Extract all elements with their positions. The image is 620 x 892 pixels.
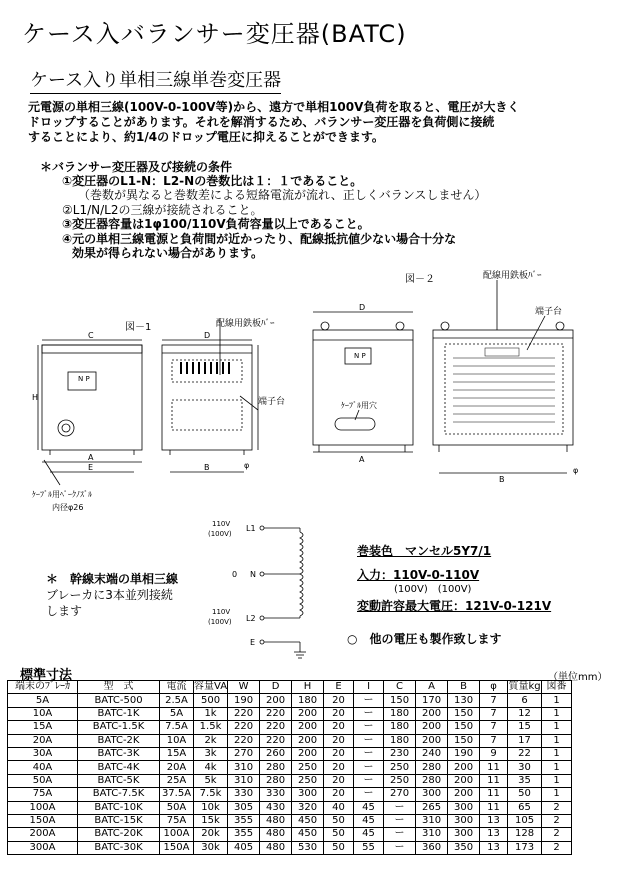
table-cell: 310 bbox=[228, 774, 260, 787]
table-cell: 15k bbox=[194, 814, 228, 827]
table-cell: 1 bbox=[542, 747, 572, 760]
table-cell: 360 bbox=[416, 841, 448, 854]
table-cell: BATC-30K bbox=[78, 841, 160, 854]
table-cell: 180 bbox=[384, 734, 416, 747]
table-cell: 250 bbox=[384, 761, 416, 774]
table-cell: 310 bbox=[416, 814, 448, 827]
figure-1-label: 図－1 bbox=[125, 322, 152, 333]
table-cell: 530 bbox=[292, 841, 324, 854]
table-cell: 200 bbox=[448, 774, 480, 787]
spec-input-sub: (100V) (100V) bbox=[394, 584, 472, 595]
table-cell: 200 bbox=[416, 734, 448, 747]
figure-2-cable-label: ｹｰﾌﾞﾙ用穴 bbox=[341, 401, 377, 410]
table-cell: 7 bbox=[480, 721, 508, 734]
table-cell: 20 bbox=[324, 747, 354, 760]
table-cell: 10A bbox=[8, 707, 78, 720]
table-cell: 1 bbox=[542, 694, 572, 707]
table-cell: 20 bbox=[324, 721, 354, 734]
table-cell: 1k bbox=[194, 707, 228, 720]
table-cell: 480 bbox=[260, 841, 292, 854]
table-cell: 2 bbox=[542, 828, 572, 841]
table-row bbox=[8, 747, 572, 760]
table-cell: 300 bbox=[448, 801, 480, 814]
table-cell: 2 bbox=[542, 841, 572, 854]
table-cell: 180 bbox=[384, 707, 416, 720]
table-cell: 2 bbox=[542, 814, 572, 827]
figure-2 bbox=[305, 268, 615, 483]
table-cell: 5A bbox=[8, 694, 78, 707]
table-cell: 200 bbox=[448, 761, 480, 774]
table-cell: 20 bbox=[324, 761, 354, 774]
table-cell: 100A bbox=[160, 828, 194, 841]
table-cell: 173 bbox=[508, 841, 542, 854]
table-cell: 230 bbox=[384, 747, 416, 760]
table-cell: 50 bbox=[324, 841, 354, 854]
table-cell: 15A bbox=[8, 721, 78, 734]
table-cell: BATC-15K bbox=[78, 814, 160, 827]
table-row bbox=[8, 707, 572, 720]
dim-c: C bbox=[88, 331, 94, 340]
table-cell: 280 bbox=[260, 761, 292, 774]
table-cell: 17 bbox=[508, 734, 542, 747]
table-cell: BATC-10K bbox=[78, 801, 160, 814]
table-cell: 5k bbox=[194, 774, 228, 787]
table-header-row bbox=[8, 681, 572, 694]
figure-2-drawing bbox=[305, 268, 615, 483]
table-cell: 15A bbox=[160, 747, 194, 760]
table-cell: 1 bbox=[542, 707, 572, 720]
table-cell: 355 bbox=[228, 828, 260, 841]
table-cell: 270 bbox=[384, 788, 416, 801]
table-cell: 1 bbox=[542, 721, 572, 734]
page-title: ケース入バランサー変圧器(BATC) bbox=[22, 20, 407, 48]
table-cell: 300 bbox=[292, 788, 324, 801]
condition-item-1: ①変圧器のL1-N：L2-Nの巻数比は１：１であること。 bbox=[62, 174, 363, 188]
table-cell: 65 bbox=[508, 801, 542, 814]
table-cell: 20 bbox=[324, 707, 354, 720]
table-cell: 10A bbox=[160, 734, 194, 747]
table-cell: BATC-2K bbox=[78, 734, 160, 747]
table-cell: 20 bbox=[324, 788, 354, 801]
table-cell: 480 bbox=[260, 828, 292, 841]
table-cell: BATC-1.5K bbox=[78, 721, 160, 734]
table-cell: ー bbox=[354, 721, 384, 734]
table-cell: 75A bbox=[160, 814, 194, 827]
table-cell: 45 bbox=[354, 801, 384, 814]
table-cell: 200 bbox=[260, 694, 292, 707]
wiring-diagram bbox=[200, 518, 320, 663]
figure-1 bbox=[30, 300, 286, 515]
table-cell: 11 bbox=[480, 761, 508, 774]
condition-item-1-note: （巻数が異なると巻数差による短絡電流が流れ、正しくバランスしません） bbox=[78, 188, 487, 202]
table-row bbox=[8, 721, 572, 734]
table-cell: 50A bbox=[8, 774, 78, 787]
table-cell: 250 bbox=[292, 774, 324, 787]
table-cell: 260 bbox=[260, 747, 292, 760]
table-cell: 200 bbox=[416, 721, 448, 734]
figure-2-terminal-label: 端子台 bbox=[535, 307, 563, 317]
table-cell: 20 bbox=[324, 774, 354, 787]
table-cell: 7 bbox=[480, 734, 508, 747]
table-cell: 11 bbox=[480, 801, 508, 814]
table-body bbox=[8, 694, 572, 855]
wiring-v-bot: 110V bbox=[212, 608, 231, 616]
table-cell: 200 bbox=[448, 788, 480, 801]
page-subtitle: ケース入り単相三線単巻変圧器 bbox=[30, 66, 281, 94]
table-cell: 180 bbox=[292, 694, 324, 707]
table-cell: 22 bbox=[508, 747, 542, 760]
table-cell: 5A bbox=[160, 707, 194, 720]
table-header-cell: E bbox=[324, 681, 354, 694]
table-cell: 270 bbox=[228, 747, 260, 760]
table-cell: 1 bbox=[542, 761, 572, 774]
table-cell: 20k bbox=[194, 828, 228, 841]
table-cell: 2k bbox=[194, 734, 228, 747]
dimension-table-grid bbox=[7, 680, 572, 855]
table-header-cell: φ bbox=[480, 681, 508, 694]
figure-1-cable-label: ｹｰﾌﾞﾙ用ﾍﾟｰｸﾉｽﾞﾙ bbox=[32, 490, 92, 499]
conditions-heading: ＊バランサー変圧器及び接続の条件 bbox=[40, 160, 233, 174]
table-cell: 20 bbox=[324, 734, 354, 747]
table-cell: 220 bbox=[228, 734, 260, 747]
table-cell: 150 bbox=[448, 721, 480, 734]
table-cell: 45 bbox=[354, 828, 384, 841]
table-cell: 1 bbox=[542, 774, 572, 787]
table-cell: 45 bbox=[354, 814, 384, 827]
table-header-cell: 電流 bbox=[160, 681, 194, 694]
table-cell: 170 bbox=[416, 694, 448, 707]
table-cell: 500 bbox=[194, 694, 228, 707]
table-cell: 220 bbox=[260, 721, 292, 734]
table-header-cell: 図番 bbox=[542, 681, 572, 694]
dimension-table bbox=[7, 680, 572, 855]
wiring-n: N bbox=[250, 570, 256, 579]
table-cell: 280 bbox=[260, 774, 292, 787]
table-cell: 13 bbox=[480, 828, 508, 841]
trunk-note-line-2: ブレーカに3本並列接続 bbox=[46, 588, 173, 602]
dim-h: H bbox=[32, 393, 39, 402]
figure-2-label: 図－２ bbox=[405, 274, 435, 285]
table-cell: 50 bbox=[324, 828, 354, 841]
figure-1-inner-dia: 内径φ26 bbox=[52, 503, 84, 512]
condition-item-4: ④元の単相三線電源と負荷間が近かったり、配線抵抗値少ない場合十分な bbox=[62, 232, 457, 246]
table-row bbox=[8, 761, 572, 774]
table-cell: ー bbox=[384, 828, 416, 841]
table-cell: ー bbox=[354, 788, 384, 801]
table-cell: 25A bbox=[160, 774, 194, 787]
condition-item-3: ③変圧器容量は1φ100/110V負荷容量以上であること。 bbox=[62, 217, 370, 231]
table-cell: 7.5A bbox=[160, 721, 194, 734]
spec-other: ○ 他の電圧も製作致します bbox=[347, 632, 502, 646]
table-row bbox=[8, 841, 572, 854]
table-cell: 350 bbox=[448, 841, 480, 854]
np-plate: N P bbox=[78, 375, 90, 383]
table-cell: 1 bbox=[542, 734, 572, 747]
dim-d: D bbox=[204, 331, 211, 340]
table-cell: 2 bbox=[542, 801, 572, 814]
table-cell: 200 bbox=[292, 747, 324, 760]
table-cell: 300 bbox=[416, 788, 448, 801]
table-cell: 200 bbox=[292, 734, 324, 747]
table-row bbox=[8, 788, 572, 801]
intro-line-3: することにより、約1/4のドロップ電圧に抑えることができます。 bbox=[28, 130, 384, 144]
table-row bbox=[8, 801, 572, 814]
fig2-dim-a: A bbox=[359, 455, 365, 464]
table-cell: 180 bbox=[384, 721, 416, 734]
table-header-cell: 容量VA bbox=[194, 681, 228, 693]
table-row bbox=[8, 774, 572, 787]
table-cell: 50A bbox=[160, 801, 194, 814]
condition-item-4-cont: 効果が得られない場合があります。 bbox=[72, 246, 264, 260]
table-cell: BATC-3K bbox=[78, 747, 160, 760]
table-cell: 355 bbox=[228, 814, 260, 827]
table-cell: 220 bbox=[228, 721, 260, 734]
table-cell: 15 bbox=[508, 721, 542, 734]
table-cell: BATC-500 bbox=[78, 694, 160, 707]
table-cell: 20A bbox=[160, 761, 194, 774]
wiring-v-top: 110V bbox=[212, 520, 231, 528]
table-cell: 190 bbox=[448, 747, 480, 760]
table-cell: BATC-5K bbox=[78, 774, 160, 787]
table-cell: 128 bbox=[508, 828, 542, 841]
table-cell: 13 bbox=[480, 841, 508, 854]
table-cell: BATC-4K bbox=[78, 761, 160, 774]
dim-b: B bbox=[204, 463, 210, 472]
spec-range: 変動許容最大電圧：121V-0-121V bbox=[357, 599, 552, 613]
table-cell: 265 bbox=[416, 801, 448, 814]
table-row bbox=[8, 814, 572, 827]
table-cell: 150 bbox=[384, 694, 416, 707]
table-cell: 220 bbox=[260, 734, 292, 747]
table-cell: 1 bbox=[542, 788, 572, 801]
table-cell: 35 bbox=[508, 774, 542, 787]
table-cell: 330 bbox=[260, 788, 292, 801]
table-cell: 7 bbox=[480, 694, 508, 707]
table-cell: 300 bbox=[448, 828, 480, 841]
table-cell: ー bbox=[354, 694, 384, 707]
table-cell: 40A bbox=[8, 761, 78, 774]
dim-phi: φ bbox=[244, 461, 250, 470]
table-cell: 11 bbox=[480, 788, 508, 801]
table-cell: 310 bbox=[416, 828, 448, 841]
table-cell: 75A bbox=[8, 788, 78, 801]
wiring-l1: L1 bbox=[246, 524, 256, 533]
spec-color: 巻装色 マンセル5Y7/1 bbox=[357, 544, 492, 558]
table-cell: 200 bbox=[292, 721, 324, 734]
wiring-v-top-alt: (100V) bbox=[208, 530, 232, 538]
table-cell: 305 bbox=[228, 801, 260, 814]
table-cell: 200 bbox=[416, 707, 448, 720]
table-cell: 450 bbox=[292, 814, 324, 827]
table-header-cell: W bbox=[228, 681, 260, 694]
table-cell: 50 bbox=[324, 814, 354, 827]
table-cell: BATC-7.5K bbox=[78, 788, 160, 801]
table-cell: 37.5A bbox=[160, 788, 194, 801]
table-cell: 150A bbox=[160, 841, 194, 854]
table-cell: ー bbox=[354, 747, 384, 760]
wiring-l2: L2 bbox=[246, 614, 256, 623]
table-cell: 150 bbox=[448, 707, 480, 720]
table-cell: ー bbox=[354, 774, 384, 787]
table-row bbox=[8, 694, 572, 707]
table-row bbox=[8, 828, 572, 841]
intro-line-2: ドロップすることがあります。それを解消するため、バランサー変圧器を負荷側に接続 bbox=[28, 115, 495, 129]
table-cell: ー bbox=[384, 801, 416, 814]
table-cell: 450 bbox=[292, 828, 324, 841]
fig2-np-plate: N P bbox=[354, 352, 366, 360]
table-cell: 320 bbox=[292, 801, 324, 814]
table-header-cell: D bbox=[260, 681, 292, 694]
figure-1-terminal-label: 端子台 bbox=[258, 397, 286, 407]
table-header-cell: I bbox=[354, 681, 384, 694]
table-header-cell: C bbox=[384, 681, 416, 694]
table-cell: 4k bbox=[194, 761, 228, 774]
figure-2-plate-label: 配線用鉄板ﾊﾞｰ bbox=[483, 271, 542, 281]
table-cell: 7 bbox=[480, 707, 508, 720]
table-cell: 130 bbox=[448, 694, 480, 707]
fig2-dim-phi: φ bbox=[573, 466, 579, 475]
table-cell: 430 bbox=[260, 801, 292, 814]
table-cell: 190 bbox=[228, 694, 260, 707]
fig2-dim-b: B bbox=[499, 475, 505, 484]
table-cell: 20 bbox=[324, 694, 354, 707]
table-cell: 280 bbox=[416, 761, 448, 774]
table-cell: 250 bbox=[292, 761, 324, 774]
table-cell: 9 bbox=[480, 747, 508, 760]
table-cell: 2.5A bbox=[160, 694, 194, 707]
table-cell: 30k bbox=[194, 841, 228, 854]
table-cell: ー bbox=[354, 734, 384, 747]
table-cell: ー bbox=[384, 841, 416, 854]
table-cell: 12 bbox=[508, 707, 542, 720]
table-heading: 標準寸法 bbox=[20, 668, 73, 683]
table-cell: 7.5k bbox=[194, 788, 228, 801]
table-cell: 220 bbox=[260, 707, 292, 720]
table-cell: 55 bbox=[354, 841, 384, 854]
dim-a: A bbox=[88, 453, 94, 462]
table-cell: 105 bbox=[508, 814, 542, 827]
table-unit: （単位mm） bbox=[548, 672, 608, 683]
figure-1-plate-label: 配線用鉄板ﾊﾞｰ bbox=[216, 319, 275, 329]
wiring-e: E bbox=[250, 638, 256, 647]
wiring-v-bot-alt: (100V) bbox=[208, 618, 232, 626]
table-cell: 50 bbox=[508, 788, 542, 801]
table-cell: 300 bbox=[448, 814, 480, 827]
table-cell: 3k bbox=[194, 747, 228, 760]
table-cell: 20A bbox=[8, 734, 78, 747]
table-cell: 300A bbox=[8, 841, 78, 854]
table-cell: 480 bbox=[260, 814, 292, 827]
table-cell: 280 bbox=[416, 774, 448, 787]
table-cell: 30 bbox=[508, 761, 542, 774]
table-cell: 405 bbox=[228, 841, 260, 854]
table-cell: 30A bbox=[8, 747, 78, 760]
table-cell: 310 bbox=[228, 761, 260, 774]
table-header-cell: 質量kg bbox=[508, 681, 541, 693]
dim-e: E bbox=[88, 463, 94, 472]
wiring-zero: 0 bbox=[232, 570, 238, 579]
table-cell: 40 bbox=[324, 801, 354, 814]
table-cell: 11 bbox=[480, 774, 508, 787]
table-cell: 100A bbox=[8, 801, 78, 814]
table-header-cell: A bbox=[416, 681, 448, 694]
table-cell: 10k bbox=[194, 801, 228, 814]
condition-item-2: ②L1/N/L2の三線が接続されること。 bbox=[62, 203, 263, 217]
trunk-note-line-1: ＊ 幹線末端の単相三線 bbox=[46, 572, 179, 586]
table-cell: 6 bbox=[508, 694, 542, 707]
table-cell: 240 bbox=[416, 747, 448, 760]
table-cell: ー bbox=[354, 707, 384, 720]
table-header-cell: 端末のﾌﾞﾚｰｶ bbox=[8, 681, 78, 694]
table-cell: ー bbox=[354, 761, 384, 774]
intro-line-1: 元電源の単相三線(100V-0-100V等)から、遠方で単相100V負荷を取ると、電圧が大きく bbox=[28, 100, 520, 114]
trunk-note-line-3: します bbox=[46, 604, 83, 618]
table-cell: BATC-1K bbox=[78, 707, 160, 720]
table-cell: 200 bbox=[292, 707, 324, 720]
table-row bbox=[8, 734, 572, 747]
figure-1-drawing bbox=[30, 300, 286, 515]
spec-input: 入力：110V-0-110V bbox=[357, 568, 480, 582]
table-header-cell: B bbox=[448, 681, 480, 694]
table-cell: BATC-20K bbox=[78, 828, 160, 841]
table-cell: 150A bbox=[8, 814, 78, 827]
table-cell: 250 bbox=[384, 774, 416, 787]
table-cell: 13 bbox=[480, 814, 508, 827]
table-cell: 200A bbox=[8, 828, 78, 841]
table-cell: 330 bbox=[228, 788, 260, 801]
table-header-cell: H bbox=[292, 681, 324, 694]
table-cell: 150 bbox=[448, 734, 480, 747]
table-cell: 220 bbox=[228, 707, 260, 720]
table-header-cell: 型 式 bbox=[78, 681, 160, 694]
table-cell: 1.5k bbox=[194, 721, 228, 734]
fig2-dim-d: D bbox=[359, 303, 366, 312]
table-cell: ー bbox=[384, 814, 416, 827]
wiring-drawing bbox=[200, 518, 320, 663]
